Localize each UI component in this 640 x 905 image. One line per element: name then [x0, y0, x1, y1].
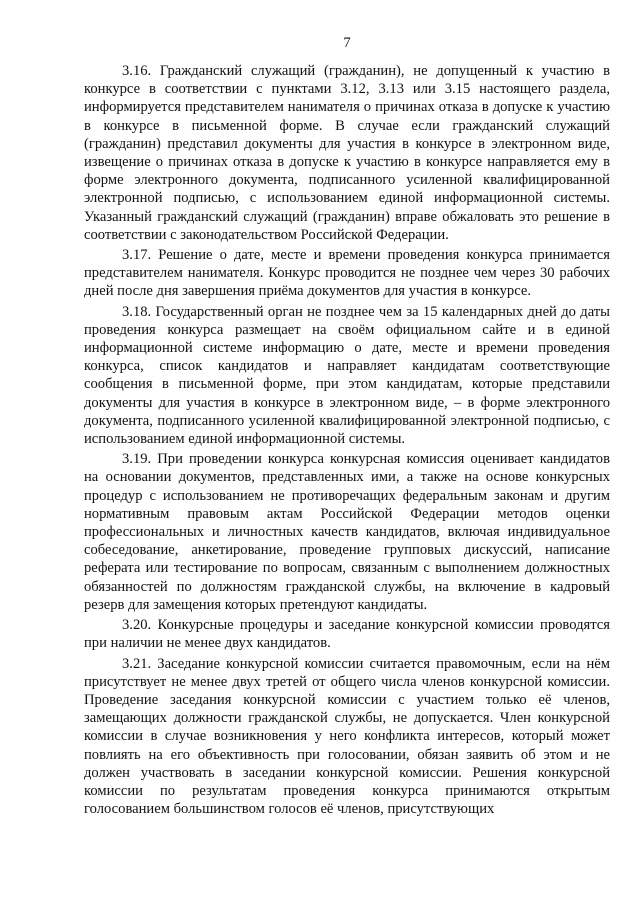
paragraph-3-18: 3.18. Государственный орган не позднее чем за 15 календарных дней до даты проведения конкурса размещает на своём официальном сайте и в единой информационной системе информацию о дате, месте и времени проведения конкурса, список кандидатов и направляет кандидатам соответствующие сообщения в письменной форме, при этом кандидатам, которые представили документы для участия в конкурсе в электронном виде, – в форме электронного документа, подписанного усиленной квалифицированной электронной подписью, с использованием единой информационной системы.	[84, 303, 610, 448]
paragraph-3-21: 3.21. Заседание конкурсной комиссии считается правомочным, если на нём присутствует не менее двух третей от общего числа членов конкурсной комиссии. Проведение заседания конкурсной комиссии с участием только её членов, замещающих должности гражданской службы, не допускается. Член конкурсной комиссии в случае возникновения у него конфликта интересов, который может повлиять на его объективность при голосовании, обязан заявить об этом и не должен участвовать в заседании конкурсной комиссии. Решения конкурсной комиссии по результатам проведения конкурса принимаются открытым голосованием большинством голосов её членов, присутствующих	[84, 655, 610, 818]
paragraph-3-17: 3.17. Решение о дате, месте и времени проведения конкурса принимается представителем нанимателя. Конкурс проводится не позднее чем через 30 рабочих дней после дня завершения приёма документов для участия в конкурсе.	[84, 247, 610, 300]
paragraph-3-19: 3.19. При проведении конкурса конкурсная комиссия оценивает кандидатов на основании документов, представленных ими, а также на основе конкурсных процедур с использованием не противоречащих федеральным законам и другим нормативным правовым актам Российской Федерации методов оценки профессиональных и личностных качеств кандидатов, включая индивидуальное собеседование, анкетирование, проведение групповых дискуссий, написание реферата или тестирование по вопросам, связанным с выполнением должностных обязанностей по должностям гражданской службы, на включение в кадровый резерв для замещения которых претендуют кандидаты.	[84, 451, 610, 613]
page-number: 7	[343, 35, 351, 51]
paragraph-3-20: 3.20. Конкурсные процедуры и заседание конкурсной комиссии проводятся при наличии не менее двух кандидатов.	[84, 617, 610, 652]
document-page	[84, 34, 610, 820]
paragraph-3-16: 3.16. Гражданский служащий (гражданин), не допущенный к участию в конкурсе в соответствии с пунктами 3.12, 3.13 или 3.15 настоящего раздела, информируется представителем нанимателя о причинах отказа в допуске к участию в конкурсе в письменной форме. В случае если гражданский служащий (гражданин) представил документы для участия в конкурсе в электронном виде, извещение о причинах отказа в допуске к участию в конкурсе направляется ему в форме электронного документа, подписанного усиленной квалифицированной электронной подписью, с использованием единой информационной системы. Указанный гражданский служащий (гражданин) вправе обжаловать это решение в соответствии с законодательством Российской Федерации.	[84, 63, 610, 243]
